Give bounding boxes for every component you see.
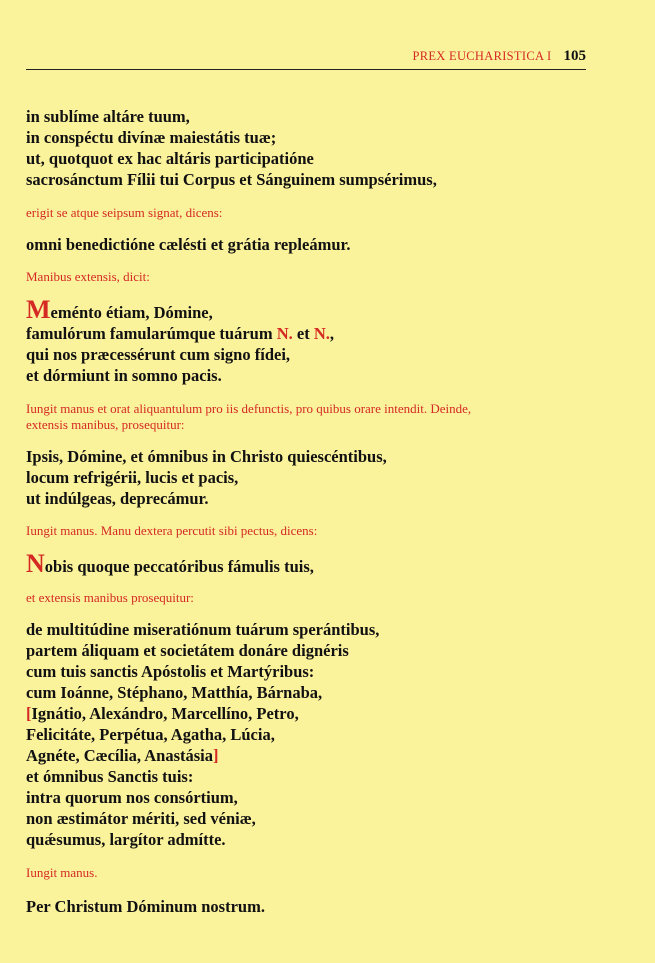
rubric-3 — [26, 401, 626, 433]
text-run: Ignátio, Alexándro, Marcellíno, Petro, — [31, 704, 299, 723]
text-line: cum Ioánne, Stéphano, Matthía, Bárnaba, — [26, 683, 323, 702]
rubric-4: Iungit manus. Manu dextera percutit sibi pectus, dicens: — [26, 523, 318, 538]
text-line: quǽsumus, largítor admítte. — [26, 830, 226, 849]
text-line: locum refrigérii, lucis et pacis, — [26, 468, 239, 487]
running-title: PREX EUCHARISTICA I — [412, 49, 552, 63]
bracket-open: [ — [26, 704, 32, 723]
text-line: partem áliquam et societátem donáre dignéris — [26, 641, 349, 660]
rubric-5: et extensis manibus prosequitur: — [26, 590, 194, 605]
text-line — [26, 745, 626, 766]
text-run: obis quoque peccatóribus fámulis tuis, — [44, 557, 314, 576]
text-run: eménto étiam, Dómine, — [50, 303, 213, 322]
rubric-1: erigit se atque seipsum signat, dicens: — [26, 205, 223, 220]
nobis-block — [26, 549, 626, 578]
text-line: cum tuis sanctis Apóstolis et Martýribus: — [26, 662, 315, 681]
rubric-line: extensis manibus, prosequitur: — [26, 417, 185, 432]
prayer-block-3 — [26, 446, 626, 509]
text-line: in conspéctu divínæ maiestátis tuæ; — [26, 128, 277, 147]
memento-block — [26, 295, 626, 386]
text-line: ut, quotquot ex hac altáris participatióne — [26, 149, 314, 168]
rubric-2: Manibus extensis, dicit: — [26, 269, 150, 284]
bracket-close: ] — [213, 746, 219, 765]
text-line: omni benedictióne cælésti et grátia repleámur. — [26, 235, 351, 254]
initial-letter-m: M — [26, 295, 51, 324]
text-line: non æstimátor mériti, sed véniæ, — [26, 809, 256, 828]
text-line: Felicitáte, Perpétua, Agatha, Lúcia, — [26, 725, 275, 744]
rubric-6: Iungit manus. — [26, 865, 98, 880]
name-placeholder: N. — [276, 324, 293, 343]
text-line — [26, 323, 626, 344]
text-line: sacrosánctum Fílii tui Corpus et Sánguinem sumpsérimus, — [26, 170, 437, 189]
text-line — [26, 703, 626, 724]
rubric-line: Iungit manus et orat aliquantulum pro iis defunctis, pro quibus orare intendit. Deinde, — [26, 401, 472, 416]
text-run: famulórum famularúmque tuárum — [26, 324, 277, 343]
prayer-block-4 — [26, 619, 626, 850]
text-line: et ómnibus Sanctis tuis: — [26, 767, 194, 786]
text-line: et dórmiunt in somno pacis. — [26, 366, 222, 385]
prayer-block-1 — [26, 106, 626, 190]
text-run: , — [329, 324, 335, 343]
initial-letter-n: N — [26, 549, 45, 578]
prayer-block-2 — [26, 234, 626, 255]
text-line: ut indúlgeas, deprecámur. — [26, 489, 209, 508]
text-run: Agnéte, Cæcília, Anastásia — [26, 746, 213, 765]
text-line: in sublíme altáre tuum, — [26, 107, 190, 126]
prayer-text — [26, 106, 626, 917]
text-line — [26, 549, 626, 578]
text-run: et — [292, 324, 314, 343]
text-line: de multitúdine miseratiónum tuárum sperántibus, — [26, 620, 380, 639]
page-header — [26, 48, 586, 65]
text-line: intra quorum nos consórtium, — [26, 788, 238, 807]
final-doxology: Per Christum Dóminum nostrum. — [26, 897, 265, 916]
text-line: Ipsis, Dómine, et ómnibus in Christo quiescéntibus, — [26, 447, 387, 466]
text-line — [26, 295, 626, 324]
text-line: qui nos præcessérunt cum signo fídei, — [26, 345, 291, 364]
header-rule — [26, 69, 586, 70]
page-number: 105 — [563, 48, 586, 64]
name-placeholder: N. — [313, 324, 330, 343]
